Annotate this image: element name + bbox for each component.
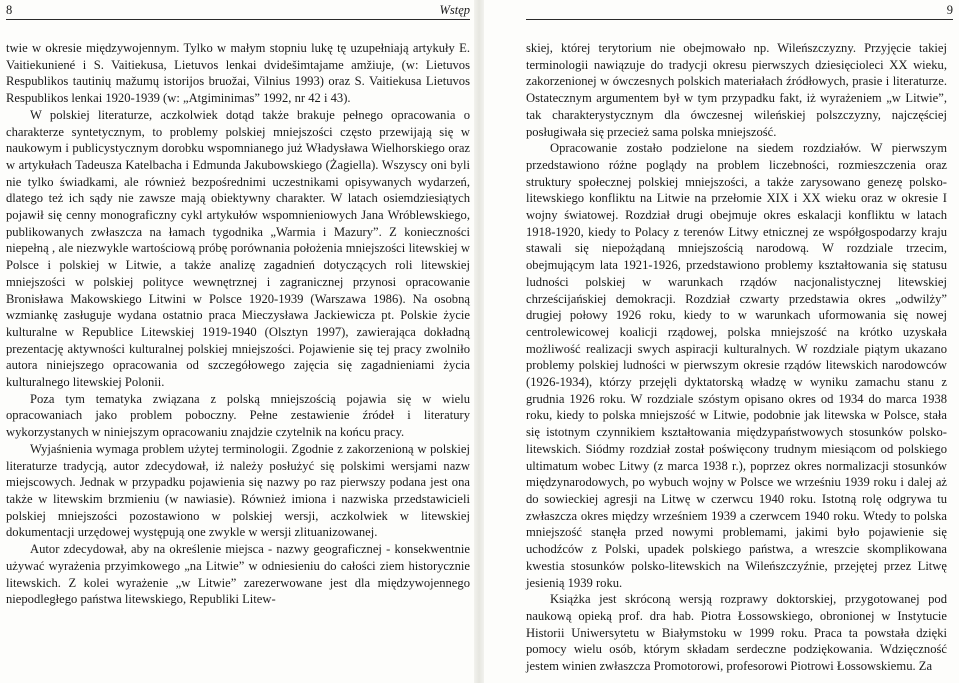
left-page-number: 8 [6, 3, 13, 17]
paragraph: W polskiej literaturze, aczkolwiek dotąd także brakuje pełnego opracowania o charakterze syntetycznym, to problemy polskiej mniejszości często przewijają się w naukowym i publicystycznym dorobku wspomnianego już Władysława Wielhorskiego oraz w artykułach Tadeusza Katelbacha i Edmunda Jakubowskiego (Żagiella). Wszyscy oni byli nie tylko świadkami, ale również bezpośrednimi uczestnikami opisywanych wydarzeń, dlatego też ich sądy nie zawsze mają obiektywny charakter. W latach osiemdziesiątych pojawił się cenny monograficzny cykl artykułów wspomnieniowych Jana Wróblewskiego, publikowanych zwłaszcza na łamach tygodnika „Warmia i Mazury”. Z konieczności niepełną , ale niezwykle wartościową próbę porównania położenia mniejszości litewskiej w Polsce i polskiej w Litwie, a także analizę zagadnień dotyczących roli litewskiej mniejszości w polskiej polityce wewnętrznej i zagranicznej przynosi opracowanie Bronisława Makowskiego Litwini w Polsce 1920-1939 (Warszawa 1986). Na osobną wzmiankę zasługuje wydana ostatnio praca Mieczysława Jackiewicza pt. Polskie życie kulturalne w Republice Litewskiej 1919-1940 (Olsztyn 1997), zawierająca dokładną prezentację aktywności kulturalnej polskiej mniejszości. Pojawienie się tej pracy zwolniło autora niniejszego opracowania od szczegółowego zajęcia się zagadnieniami życia kulturalnego litewskiej Polonii. [6, 107, 470, 390]
left-page-header [6, 3, 470, 20]
book-gutter [474, 0, 484, 683]
right-page-number: 9 [946, 3, 953, 17]
paragraph: skiej, której terytorium nie obejmowało np. Wileńszczyzny. Przyjęcie takiej terminologii nawiązuje do tradycji okresu pierwszych dziesięcioleci XX wieku, zakorzenionej w ówczesnych polskich materiałach źródłowych, prasie i literaturze. Ostatecznym argumentem był w tym przypadku fakt, iż wyrażeniem „w Litwie”, tak charakterystycznym dla ówczesnej wileńskiej polszczyzny, najczęściej posługiwała się przecież sama polska mniejszość. [526, 41, 947, 139]
paragraph: Poza tym tematyka związana z polską mniejszością pojawia się w wielu opracowaniach jako problem poboczny. Pełne zestawienie źródeł i literatury wykorzystanych w niniejszym opracowaniu znajdzie czytelnik na końcu pracy. [6, 391, 470, 440]
paragraph: Opracowanie zostało podzielone na siedem rozdziałów. W pierwszym przedstawiono różne poglądy na problem liczebności, rozmieszczenia oraz struktury społecznej polskiej mniejszości, a także zarysowano genezę polsko-litewskiego konfliktu na Litwie na przełomie XIX i XX wieku oraz w okresie I wojny światowej. Rozdział drugi obejmuje okres eskalacji konfliktu w latach 1918-1920, kiedy to Polacy z terenów Litwy etnicznej ze współgospodarzy kraju stawali się niepożądaną mniejszością narodową. W rozdziale trzecim, obejmującym lata 1921-1926, przedstawiono problemy kształtowania się statusu ludności polskiej w warunkach rządów nacjonalistycznej litewskiej chrześcijańskiej demokracji. Rozdział czwarty przedstawia okres „odwilży” drugiej połowy 1926 roku, kiedy to w warunkach uformowania się nowej centrolewicowej koalicji rządowej, polska mniejszość na krótko uzyskała możliwość realizacji swych aspiracji kulturalnych. W rozdziale piątym ukazano problemy polskiej ludności w pierwszym okresie rządów litewskich narodowców (1926-1934), którzy przejęli dyktatorską władzę w wyniku zamachu stanu z grudnia 1926 roku. W rozdziale szóstym opisano okres od 1934 do marca 1938 roku, kiedy to polska mniejszość w Litwie, podobnie jak litewska w Polsce, stała się istotnym czynnikiem kształtowania międzypaństwowych stosunków polsko-litewskich. Siódmy rozdział został poświęcony trudnym miesiącom od polskiego ultimatum wobec Litwy (z marca 1938 r.), poprzez okres normalizacji stosunków międzynarodowych, po wybuch wojny w Polsce we wrześniu 1939 roku i dalej aż do sowieckiej agresji na Litwę w czerwcu 1940 roku. Istotną rolę odgrywa tu zwłaszcza okres między wrześniem 1939 a czerwcem 1940 roku. Wtedy to polska mniejszość stanęła przed nowymi problemami, jakimi było pojawienie się uchodźców z Polski, upadek polskiego państwa, a wreszcie skomplikowana kwestia stosunków polsko-litewskich na Wileńszczyźnie, przejętej przez Litwę jesienią 1939 roku. [526, 141, 947, 590]
left-page-body [6, 40, 470, 608]
paragraph: Autor zdecydował, aby na określenie miejsca - nazwy geograficznej - konsekwentnie używać wyrażenia przyimkowego „na Litwie” w odniesieniu do całości ziem historycznie litewskich. Z kolei wyrażenie „w Litwie” zarezerwowane jest dla międzywojennego niepodległego państwa litewskiego, Republiki Litew- [6, 542, 470, 607]
right-page [484, 0, 959, 683]
running-title: Wstęp [439, 3, 470, 17]
right-page-body [526, 40, 947, 675]
paragraph: Książka jest skróconą wersją rozprawy doktorskiej, przygotowanej pod naukową opieką prof. dra hab. Piotra Łossowskiego, obronionej w Instytucie Historii Uniwersytetu w Białymstoku w 1999 roku. Praca ta powstała dzięki pomocy wielu osób, którym składam serdeczne podziękowania. Wdzięczność jestem winien zwłaszcza Promotorowi, profesorowi Piotrowi Łossowskiemu. Za [526, 592, 947, 674]
right-page-header [526, 3, 953, 20]
left-page [0, 0, 474, 683]
paragraph: Wyjaśnienia wymaga problem użytej terminologii. Zgodnie z zakorzenioną w polskiej literaturze tradycją, autor zdecydował, iż należy posłużyć się polskimi wersjami nazw miejscowych. Jednak w przypadku pojawienia się nazwy po raz pierwszy podana jest ona także w litewskim brzmieniu (w nawiasie). Również imiona i nazwiska przedstawicieli polskiej mniejszości pozostawiono w polskiej wersji, aczkolwiek w litewskiej dokumentacji urzędowej występują one zwykle w wersji zlituanizowanej. [6, 441, 470, 540]
paragraph: twie w okresie międzywojennym. Tylko w małym stopniu lukę tę uzupełniają artykuły E. Vaitiekuniené i S. Vaitiekusa, Lietuvos lenkai dvidešimtajame amžiuje, (w: Lietuvos Respublikos tautinių mažumų istorijos bruožai, Vilnius 1993) oraz S. Vaitiekusa Lietuvos Respublikos lenkai 1920-1939 (w: „Atgiminimas” 1992, nr 42 i 43). [6, 41, 470, 106]
